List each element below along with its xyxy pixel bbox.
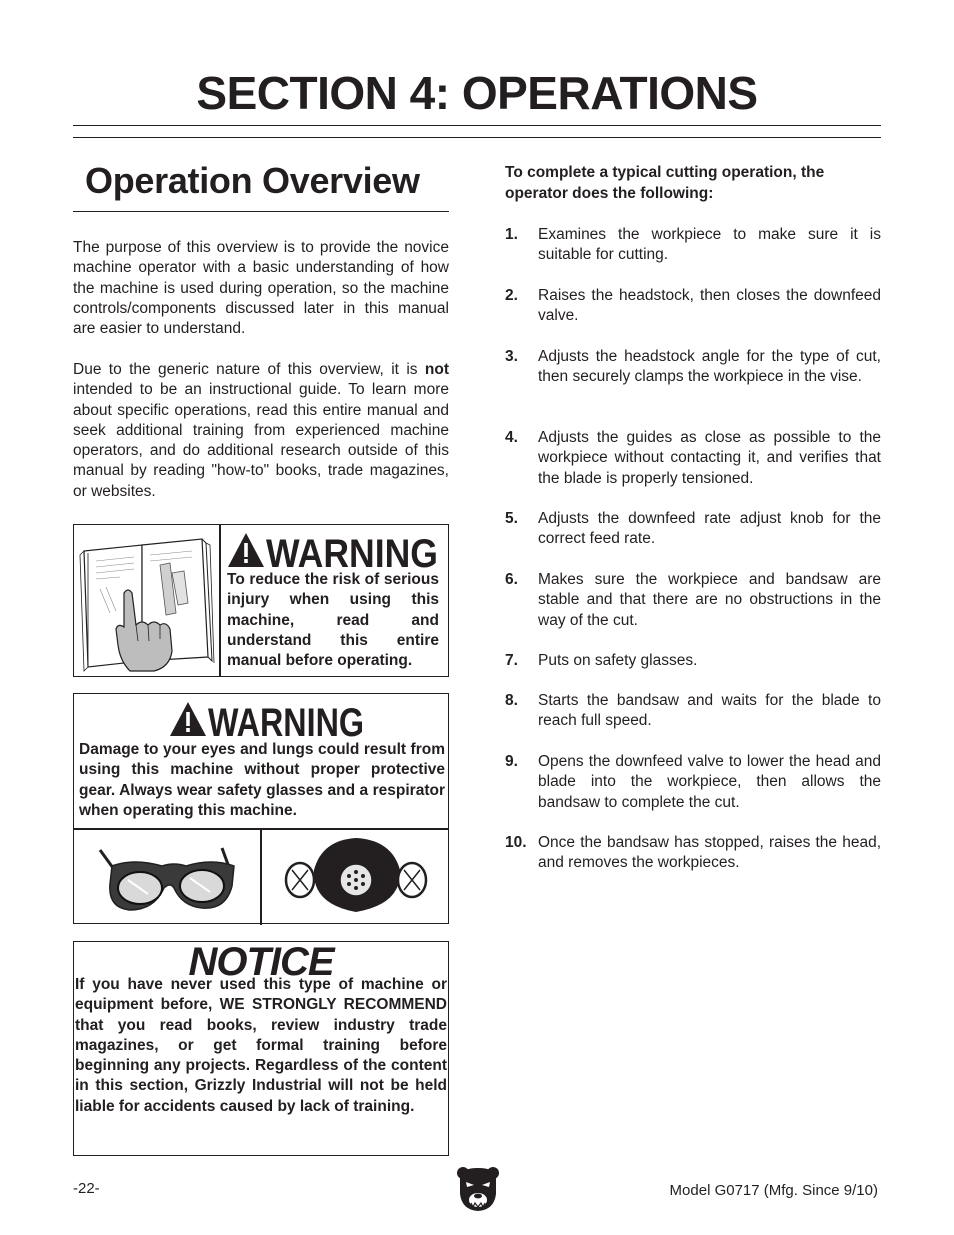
step-number: 3. xyxy=(505,348,518,365)
heading-rule xyxy=(73,211,449,212)
page-heading: Operation Overview xyxy=(85,160,420,201)
warning-1-text: To reduce the risk of serious injury when using this machine, read and understand this entire manual before operating. xyxy=(227,571,439,670)
step-text: Makes sure the workpiece and bandsaw are stable and that there are no obstructions in the way of the cut. xyxy=(538,571,881,629)
step-text: Adjusts the guides as close as possible to the workpiece without contacting it, and verifies that the blade is properly tensioned. xyxy=(538,429,881,487)
step-text: Raises the headstock, then closes the downfeed valve. xyxy=(538,287,881,325)
grizzly-bear-logo-icon xyxy=(456,1166,500,1212)
model-label: Model G0717 (Mfg. Since 9/10) xyxy=(669,1182,878,1199)
warning-header-2 xyxy=(168,698,368,745)
warning-box-protective-gear xyxy=(73,693,449,924)
list-item xyxy=(505,428,881,509)
step-number: 8. xyxy=(505,692,518,709)
steps-list xyxy=(505,225,881,894)
intro-paragraph-2-after: intended to be an instructional guide. To learn more about specific operations, read this entire manual and seek additional training from experienced machine operators, and do additional research outside of this manual by reading "how-to" books, trade magazines, or websites. xyxy=(73,381,449,500)
list-item xyxy=(505,509,881,570)
step-number: 5. xyxy=(505,510,518,527)
step-number: 2. xyxy=(505,287,518,304)
list-item xyxy=(505,286,881,347)
notice-text: If you have never used this type of machine or equipment before, WE STRONGLY RECOMMEND that you read books, review industry trade magazines, or get formal training before beginning any projects. Regardless of the content in this section, Grizzly Industrial will not be held liable for accidents caused by lack of training. xyxy=(75,976,447,1115)
notice-label: NOTICE xyxy=(188,940,334,984)
list-item xyxy=(505,347,881,428)
warning-label: WARNING xyxy=(266,532,438,576)
header-rule xyxy=(73,125,881,126)
list-item xyxy=(505,570,881,651)
step-number: 9. xyxy=(505,753,518,770)
manual-reading-icon xyxy=(80,533,214,671)
page-number: -22- xyxy=(73,1180,100,1197)
notice-box xyxy=(73,941,449,1156)
step-text: Puts on safety glasses. xyxy=(538,652,698,669)
warning-box-manual xyxy=(73,524,449,677)
step-text: Adjusts the downfeed rate adjust knob for the correct feed rate. xyxy=(538,510,881,548)
list-item xyxy=(505,225,881,286)
safety-glasses-icon xyxy=(94,844,244,914)
warning-label-2: WARNING xyxy=(208,701,364,745)
warning-2-text: Damage to your eyes and lungs could result from using this machine without proper protective gear. Always wear safety glasses and a respirator when operating this machine. xyxy=(79,741,445,819)
step-number: 6. xyxy=(505,571,518,588)
list-item xyxy=(505,833,881,894)
warning-2-image-separator xyxy=(260,828,262,925)
warning-header xyxy=(226,529,444,576)
header-rule-lower xyxy=(73,137,881,138)
section-title: SECTION 4: OPERATIONS xyxy=(196,67,758,119)
warning-box-divider xyxy=(219,525,221,676)
step-number: 1. xyxy=(505,226,518,243)
respirator-icon xyxy=(282,834,432,914)
intro-paragraph-2 xyxy=(73,360,449,502)
list-item xyxy=(505,691,881,752)
step-number: 10. xyxy=(505,834,527,851)
step-text: Adjusts the headstock angle for the type of cut, then securely clamps the workpiece in the vise. xyxy=(538,348,881,386)
step-text: Starts the bandsaw and waits for the blade to reach full speed. xyxy=(538,692,881,730)
intro-paragraph-2-bold: not xyxy=(424,361,449,378)
step-text: Once the bandsaw has stopped, raises the head, and removes the workpieces. xyxy=(538,834,881,872)
step-text: Examines the workpiece to make sure it is suitable for cutting. xyxy=(538,226,881,264)
steps-intro: To complete a typical cutting operation, the operator does the following: xyxy=(505,164,825,202)
step-text: Opens the downfeed valve to lower the head and blade into the workpiece, then allows the bandsaw to complete the cut. xyxy=(538,753,881,811)
intro-paragraph-2-before: Due to the generic nature of this overview, it is xyxy=(73,361,425,378)
step-number: 7. xyxy=(505,652,518,669)
list-item xyxy=(505,752,881,833)
list-item xyxy=(505,651,881,691)
intro-paragraph-1: The purpose of this overview is to provide the novice machine operator with a basic understanding of how the machine is used during operation, so the machine controls/components discussed later in this manual are easier to understand. xyxy=(73,239,449,338)
step-number: 4. xyxy=(505,429,518,446)
